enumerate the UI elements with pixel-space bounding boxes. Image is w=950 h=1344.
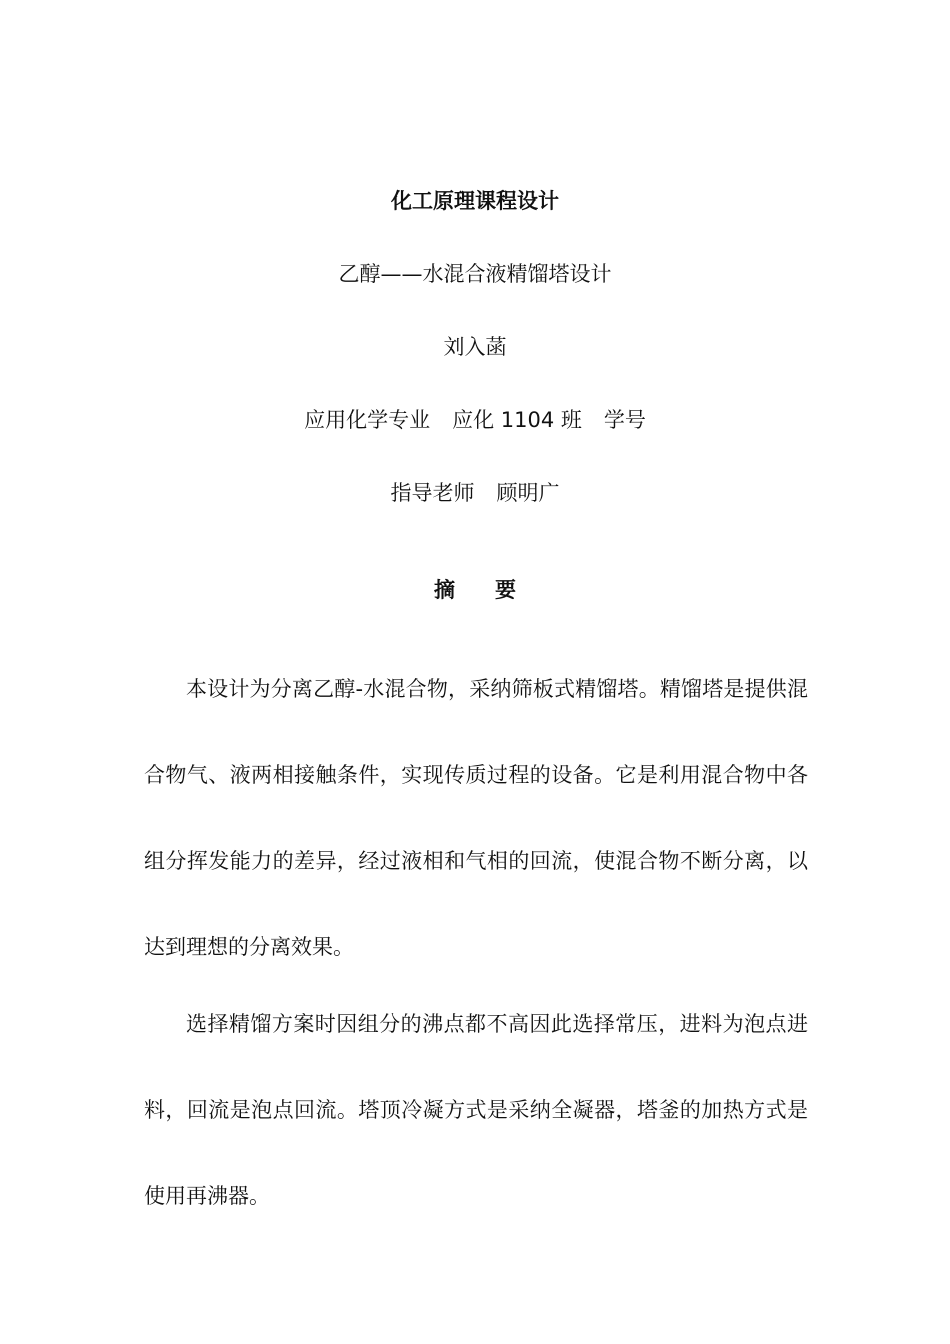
abstract-heading: 摘 要 [434,578,516,602]
course-title: 化工原理课程设计 [391,189,559,213]
student-id-label: 学号 [603,408,646,432]
project-title: 乙醇——水混合液精馏塔设计 [338,262,612,286]
advisor-line [0,478,950,508]
class-name: 应化 1104 班 [452,408,582,432]
major: 应用化学专业 [304,408,431,432]
abstract-paragraph-1: 本设计为分离乙醇-水混合物，采纳筛板式精馏塔。精馏塔是提供混合物气、液两相接触条件，实现传质过程的设备。它是利用混合物中各组分挥发能力的差异，经过液相和气相的回流，使混合物不断分离，以达到理想的分离效果。 [144,677,808,959]
advisor-label: 指导老师 [390,481,475,505]
advisor-name: 顾明广 [496,481,560,505]
author-name: 刘入菡 [443,335,507,359]
abstract-paragraph-2: 选择精馏方案时因组分的沸点都不高因此选择常压，进料为泡点进料，回流是泡点回流。塔顶冷凝方式是采纳全凝器，塔釜的加热方式是使用再沸器。 [144,1012,808,1208]
student-info-line [0,405,950,435]
